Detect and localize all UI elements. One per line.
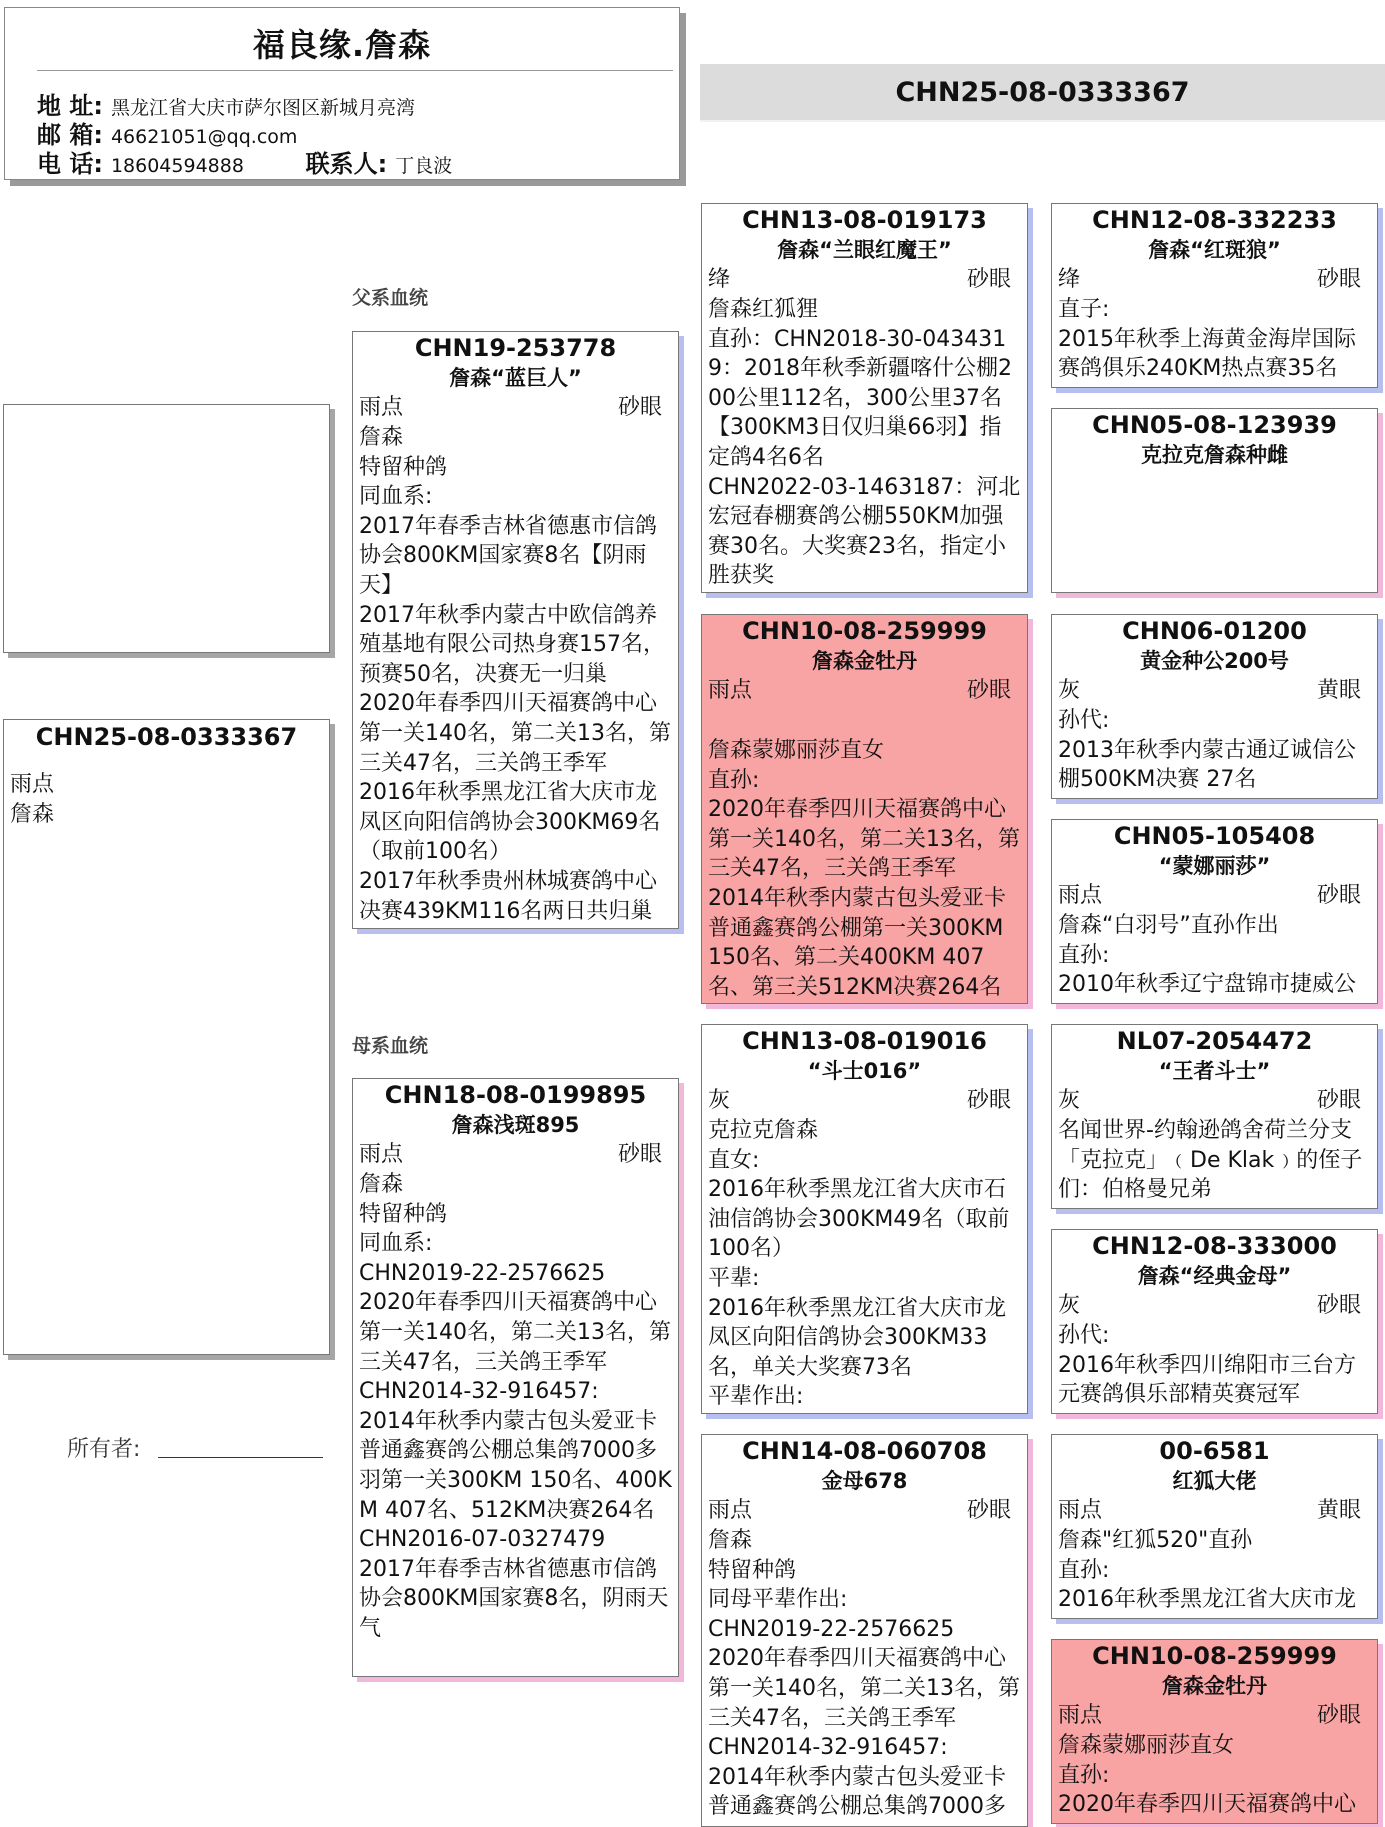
header-divider: [37, 70, 673, 71]
dam-sire-card: [701, 1024, 1028, 1414]
sire-eye: 砂眼: [617, 395, 662, 420]
dam-line-label: 母系血统: [352, 1035, 429, 1057]
pedigree-note-line: 2017年秋季内蒙古中欧信鸽养殖基地有限公司热身赛157名，预赛50名，决赛无一归巢: [359, 602, 665, 687]
dam-dam-color: 雨点: [708, 1498, 753, 1523]
dam-sire-color: 灰: [708, 1088, 731, 1113]
pedigree-note-line: 2016年秋季黑龙江省大庆市龙: [1058, 1587, 1356, 1613]
pedigree-note-line: 直孙:: [708, 767, 760, 793]
dam-eye: 砂眼: [617, 1142, 662, 1167]
dds-ring: 00-6581: [1159, 1437, 1270, 1465]
subject-card: [3, 719, 330, 1355]
sire-sire-name: 詹森“兰眼红魔王”: [777, 238, 952, 262]
pedigree-note-line: 直孙:: [1058, 942, 1110, 968]
subject-ring: CHN25-08-0333367: [35, 723, 298, 751]
email-label: 邮 箱:: [37, 121, 103, 149]
sire-dam-name: 詹森金牡丹: [812, 649, 917, 673]
ddd-notes: [1058, 1731, 1371, 1820]
pedigree-note-line: 詹森: [359, 1172, 404, 1197]
sire-line-label: 父系血统: [352, 287, 429, 309]
owner-label: 所有者:: [67, 1437, 141, 1462]
contact-value: 丁良波: [395, 155, 453, 177]
sdd-ring: CHN05-105408: [1113, 822, 1316, 850]
dss-notes: [1058, 1116, 1371, 1205]
pedigree-note-line: CHN2014-32-916457:: [708, 1735, 948, 1761]
pedigree-note-line: 2020年春季四川天福赛鸽中心第一关140名，第二关13名，第三关47名，三关鸽王季军: [708, 797, 1020, 882]
sss-notes: [1058, 295, 1371, 384]
pedigree-note-line: CHN2014-32-916457:: [359, 1379, 599, 1405]
address-value: 黑龙江省大庆市萨尔图区新城月亮湾: [110, 97, 415, 119]
sdd-color-eye: [1058, 881, 1371, 911]
dds-card: [1051, 1434, 1378, 1619]
pedigree-note-line: 2014年秋季内蒙古包头爱亚卡普通鑫赛鸽公棚总集鸽7000多羽第一关300KM 150名、400KM 407名、512KM决赛264名: [359, 1408, 672, 1523]
subject-strain: 詹森: [10, 801, 55, 827]
phone-label: 电 话:: [37, 150, 103, 178]
dam-color-eye: [359, 1140, 672, 1170]
dds-eye: 黄眼: [1316, 1498, 1361, 1523]
ddd-name: 詹森金牡丹: [1162, 1674, 1267, 1698]
pedigree-note-line: 孙代:: [1058, 1323, 1110, 1348]
pedigree-note-line: 特留种鸽: [708, 1557, 797, 1583]
dsd-notes: [1058, 1321, 1371, 1410]
pedigree-note-line: 2020年春季四川天福赛鸽中心第一关140名，第二关13名，第三关47名，三关鸽王季军: [359, 1290, 671, 1375]
pedigree-note-line: 2015年秋季上海黄金海岸国际赛鸽俱乐240KM热点赛35名: [1058, 326, 1356, 382]
dsd-ring: CHN12-08-333000: [1092, 1232, 1337, 1260]
contact-label: 联系人:: [305, 150, 388, 178]
sire-card: [352, 331, 679, 929]
pedigree-note-line: 直孙:: [1058, 1762, 1110, 1788]
sds-color: 灰: [1058, 678, 1081, 703]
sdd-card: [1051, 819, 1378, 1004]
pedigree-note-line: 詹森: [359, 425, 404, 450]
pedigree-note-line: 2010年秋季辽宁盘锦市捷威公: [1058, 972, 1356, 998]
spacer: [10, 752, 323, 770]
sds-ring: CHN06-01200: [1122, 617, 1307, 645]
dam-dam-card: [701, 1434, 1028, 1827]
dss-eye: 砂眼: [1316, 1088, 1361, 1113]
sds-eye: 黄眼: [1316, 678, 1361, 703]
phone-value: 18604594888: [110, 155, 244, 177]
sss-ring: CHN12-08-332233: [1092, 206, 1337, 234]
pedigree-note-line: 平辈:: [708, 1265, 760, 1291]
sire-dam-card: [701, 614, 1028, 1004]
pedigree-note-line: 2017年秋季贵州林城赛鸽中心决赛439KM116名两日共归巢: [359, 868, 657, 924]
pedigree-note-line: 詹森“白羽号”直孙作出: [1058, 913, 1279, 938]
pedigree-note-line: 2016年秋季黑龙江省大庆市龙凤区向阳信鸽协会300KM69名（取前100名）: [359, 780, 661, 865]
address-label: 地 址:: [37, 92, 103, 120]
dam-name: 詹森浅斑895: [451, 1113, 580, 1137]
pedigree-note-line: 名闻世界-约翰逊鸽舍荷兰分支「克拉克」﹙De Klak﹚的侄子们：伯格曼兄弟: [1058, 1118, 1363, 1203]
sds-notes: [1058, 706, 1371, 795]
pedigree-note-line: 克拉克詹森: [708, 1118, 819, 1143]
dss-ring: NL07-2054472: [1116, 1027, 1313, 1055]
dds-color: 雨点: [1058, 1498, 1103, 1523]
sdd-name: “蒙娜丽莎”: [1158, 854, 1271, 878]
sdd-notes: [1058, 911, 1371, 1000]
pedigree-note-line: 2014年秋季内蒙古包头爱亚卡普通鑫赛鸽公棚第一关300KM 150名、第二关400KM 407名、第三关512KM决赛264名: [708, 885, 1006, 1000]
pedigree-note-line: 2013年秋季内蒙古通辽诚信公棚500KM决赛 27名: [1058, 737, 1356, 793]
dam-dam-notes: [708, 1526, 1021, 1822]
pedigree-note-line: 2020年春季四川天福赛鸽中心第一关140名，第二关13名，第三关47名，三关鸽王季军: [708, 1646, 1020, 1731]
pedigree-note-line: 詹森: [708, 1528, 753, 1553]
sire-sire-ring: CHN13-08-019173: [742, 206, 987, 234]
ddd-color-eye: [1058, 1701, 1371, 1731]
breeder-header: [4, 7, 680, 180]
sdd-eye: 砂眼: [1316, 883, 1361, 908]
pedigree-note-line: 直孙：CHN2018-30-0434319：2018年秋季新疆喀什公棚200公里112名，300公里37名【300KM3日仅归巢66羽】指定鸽4名6名: [708, 326, 1012, 470]
pedigree-note-line: 詹森蒙娜丽莎直女: [1058, 1733, 1235, 1758]
dam-ring: CHN18-08-0199895: [384, 1081, 647, 1109]
pedigree-note-line: 平辈作出:: [708, 1384, 804, 1410]
sire-dam-color-eye: [708, 676, 1021, 706]
dsd-card: [1051, 1229, 1378, 1414]
pedigree-note-line: 同血系:: [359, 484, 433, 510]
sire-ring: CHN19-253778: [414, 334, 617, 362]
pedigree-note-line: 詹森蒙娜丽莎直女: [708, 738, 885, 763]
subject-banner: CHN25-08-0333367: [700, 64, 1385, 122]
pedigree-note-line: 孙代:: [1058, 708, 1110, 733]
pedigree-note-line: 直孙:: [1058, 1557, 1110, 1583]
pedigree-note-line: 2016年秋季四川绵阳市三台方元赛鸽俱乐部精英赛冠军: [1058, 1352, 1356, 1408]
sire-color: 雨点: [359, 395, 404, 420]
pedigree-note-line: 直女:: [708, 1147, 760, 1173]
sire-dam-eye: 砂眼: [966, 678, 1011, 703]
sds-card: [1051, 614, 1378, 799]
dam-dam-color-eye: [708, 1496, 1021, 1526]
dsd-color: 灰: [1058, 1293, 1081, 1318]
sss-name: 詹森“红斑狼”: [1148, 238, 1281, 262]
dam-dam-ring: CHN14-08-060708: [742, 1437, 987, 1465]
pedigree-note-line: 特留种鸽: [359, 454, 448, 480]
dam-sire-eye: 砂眼: [966, 1088, 1011, 1113]
pedigree-note-line: CHN2022-03-1463187：河北宏冠春棚赛鸽公棚550KM加强赛30名。大奖赛23名，指定小胜获奖: [708, 474, 1021, 589]
pedigree-note-line: 直子:: [1058, 297, 1110, 322]
pedigree-note-line: 詹森红狐狸: [708, 297, 819, 322]
spacer: [708, 706, 1021, 736]
sire-sire-notes: [708, 295, 1021, 591]
pedigree-note-line: 詹森"红狐520"直孙: [1058, 1528, 1253, 1553]
sire-notes: [359, 423, 672, 926]
dss-color: 灰: [1058, 1088, 1081, 1113]
dam-notes: [359, 1170, 672, 1644]
sdd-color: 雨点: [1058, 883, 1103, 908]
sire-color-eye: [359, 393, 672, 423]
dds-color-eye: [1058, 1496, 1371, 1526]
ddd-card: [1051, 1639, 1378, 1824]
sss-color-eye: [1058, 265, 1371, 295]
sss-eye: 砂眼: [1316, 267, 1361, 292]
pedigree-note-line: CHN2019-22-2576625: [359, 1260, 606, 1286]
dsd-eye: 砂眼: [1316, 1293, 1361, 1318]
dam-dam-name: 金母678: [821, 1469, 908, 1493]
ssd-name: 克拉克詹森种雌: [1141, 443, 1288, 467]
sire-dam-notes: [708, 736, 1021, 1002]
ddd-color: 雨点: [1058, 1703, 1103, 1728]
sire-sire-card: [701, 203, 1028, 593]
dam-sire-notes: [708, 1116, 1021, 1412]
pedigree-note-line: 特留种鸽: [359, 1201, 448, 1227]
ddd-ring: CHN10-08-259999: [1092, 1642, 1337, 1670]
pedigree-note-line: CHN2019-22-2576625: [708, 1616, 955, 1642]
dam-sire-color-eye: [708, 1086, 1021, 1116]
pedigree-note-line: 2020年春季四川天福赛鸽中心第一关140名，第二关13名，第三关47名，三关鸽王季军: [359, 691, 671, 776]
ssd-card: [1051, 408, 1378, 593]
dss-color-eye: [1058, 1086, 1371, 1116]
sds-name: 黄金种公200号: [1140, 649, 1289, 673]
pedigree-note-line: 2016年秋季黑龙江省大庆市石油信鸽协会300KM49名（取前100名）: [708, 1177, 1010, 1262]
subject-color: 雨点: [10, 772, 55, 797]
pedigree-note-line: 2014年秋季内蒙古包头爱亚卡普通鑫赛鸽公棚总集鸽7000多: [708, 1764, 1006, 1820]
pedigree-note-line: 2017年春季吉林省德惠市信鸽协会800KM国家赛8名【阴雨天】: [359, 513, 657, 598]
dsd-name: 詹森“经典金母”: [1137, 1264, 1292, 1288]
sire-dam-color: 雨点: [708, 678, 753, 703]
dam-sire-ring: CHN13-08-019016: [742, 1027, 987, 1055]
pedigree-note-line: 同血系:: [359, 1231, 433, 1257]
owner-signature-line: [158, 1457, 323, 1458]
dam-dam-eye: 砂眼: [966, 1498, 1011, 1523]
dds-notes: [1058, 1526, 1371, 1615]
sire-name: 詹森“蓝巨人”: [449, 366, 582, 390]
pedigree-note-line: 2017年春季吉林省德惠市信鸽协会800KM国家赛8名，阴雨天气: [359, 1556, 669, 1641]
sire-sire-color-eye: [708, 265, 1021, 295]
sire-dam-ring: CHN10-08-259999: [742, 617, 987, 645]
ddd-eye: 砂眼: [1316, 1703, 1361, 1728]
dam-sire-name: “斗士016”: [807, 1059, 922, 1083]
dss-name: “王者斗士”: [1158, 1059, 1271, 1083]
photo-placeholder: [3, 404, 330, 653]
sire-sire-eye: 砂眼: [966, 267, 1011, 292]
sds-color-eye: [1058, 676, 1371, 706]
sire-sire-color: 绛: [708, 267, 731, 292]
pedigree-note-line: 2016年秋季黑龙江省大庆市龙凤区向阳信鸽协会300KM33名，单关大奖赛73名: [708, 1295, 1006, 1380]
phone-line: [37, 144, 452, 179]
sss-color: 绛: [1058, 267, 1081, 292]
dss-card: [1051, 1024, 1378, 1209]
dam-color: 雨点: [359, 1142, 404, 1167]
ssd-ring: CHN05-08-123939: [1092, 411, 1337, 439]
dam-card: [352, 1078, 679, 1677]
pedigree-note-line: 2020年春季四川天福赛鸽中心: [1058, 1792, 1356, 1818]
pedigree-note-line: 同母平辈作出:: [708, 1587, 848, 1613]
dds-name: 红狐大佬: [1172, 1469, 1257, 1493]
email-value: 46621051@qq.com: [110, 126, 298, 148]
breeder-title: 福良缘.詹森: [252, 26, 432, 64]
pedigree-note-line: CHN2016-07-0327479: [359, 1527, 606, 1553]
dsd-color-eye: [1058, 1291, 1371, 1321]
sss-card: [1051, 203, 1378, 388]
